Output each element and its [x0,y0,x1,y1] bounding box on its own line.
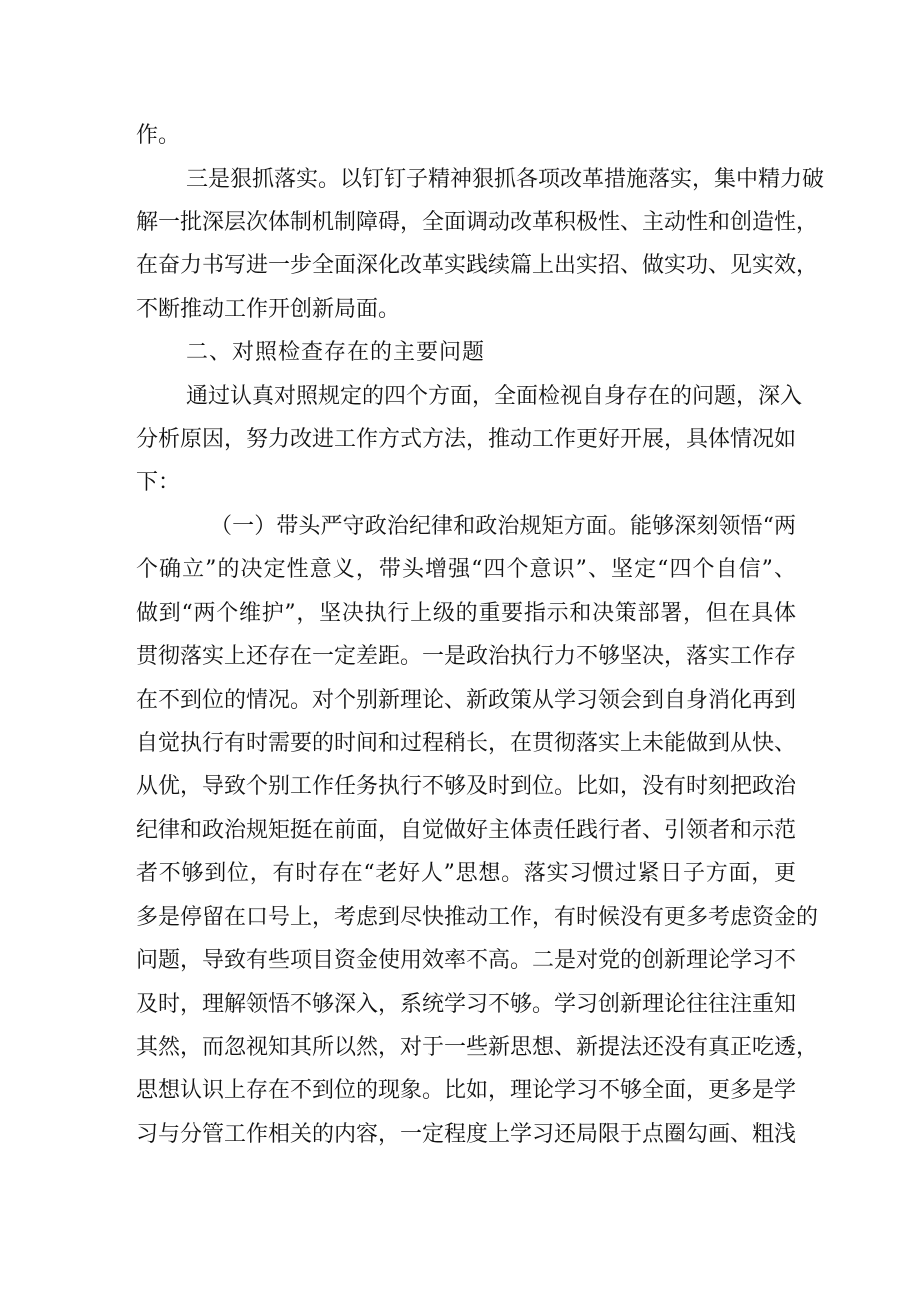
text-line: 问题，导致有些项目资金使用效率不高。二是对党的创新理论学习不 [136,948,797,973]
text-line: 通过认真对照规定的四个方面，全面检视自身存在的问题，深入 [186,384,803,409]
text-line: 纪律和政治规矩挺在前面，自觉做好主体责任践行者、引领者和示范 [136,818,797,843]
text-line: 多是停留在口号上，考虑到尽快推动工作，有时候没有更多考虑资金的 [136,905,819,930]
text-line: 习与分管工作相关的内容，一定程度上学习还局限于点圈勾画、粗浅 [136,1122,797,1147]
text-line: 及时，理解领悟不够深入，系统学习不够。学习创新理论往往注重知 [136,992,797,1017]
text-line: 三是狠抓落实。以钉钉子精神狠抓各项改革措施落实，集中精力破 [186,167,825,192]
text-line: 其然，而忽视知其所以然，对于一些新思想、新提法还没有真正吃透， [136,1035,819,1060]
text-line: 在奋力书写进一步全面深化改革实践续篇上出实招、做实功、见实效， [136,253,819,278]
text-line: 解一批深层次体制机制障碍，全面调动改革积极性、主动性和创造性， [136,210,819,235]
text-line: 作。 [136,123,181,148]
text-line: 在不到位的情况。对个别新理论、新政策从学习领会到自身消化再到 [136,688,797,713]
text-line: 下： [136,470,181,495]
text-line: 分析原因，努力改进工作方式方法，推动工作更好开展，具体情况如 [136,427,797,452]
section-heading: 二、对照检查存在的主要问题 [186,340,486,365]
text-line: 做到“两个维护”，坚决执行上级的重要指示和决策部署，但在具体 [136,601,796,626]
text-line: 思想认识上存在不到位的现象。比如，理论学习不够全面，更多是学 [136,1078,797,1103]
text-line: 自觉执行有时需要的时间和过程稍长，在贯彻落实上未能做到从快、 [136,731,797,756]
text-line: 从优，导致个别工作任务执行不够及时到位。比如，没有时刻把政治 [136,774,797,799]
subsection-line: （一）带头严守政治纪律和政治规矩方面。能够深刻领悟“两 [210,514,796,539]
text-line: 者不够到位，有时存在“老好人”思想。落实习惯过紧日子方面，更 [136,861,796,886]
text-line: 个确立”的决定性意义，带头增强“四个意识”、坚定“四个自信”、 [136,557,796,582]
text-line: 不断推动工作开创新局面。 [136,297,401,322]
text-line: 贯彻落实上还存在一定差距。一是政治执行力不够坚决，落实工作存 [136,644,797,669]
